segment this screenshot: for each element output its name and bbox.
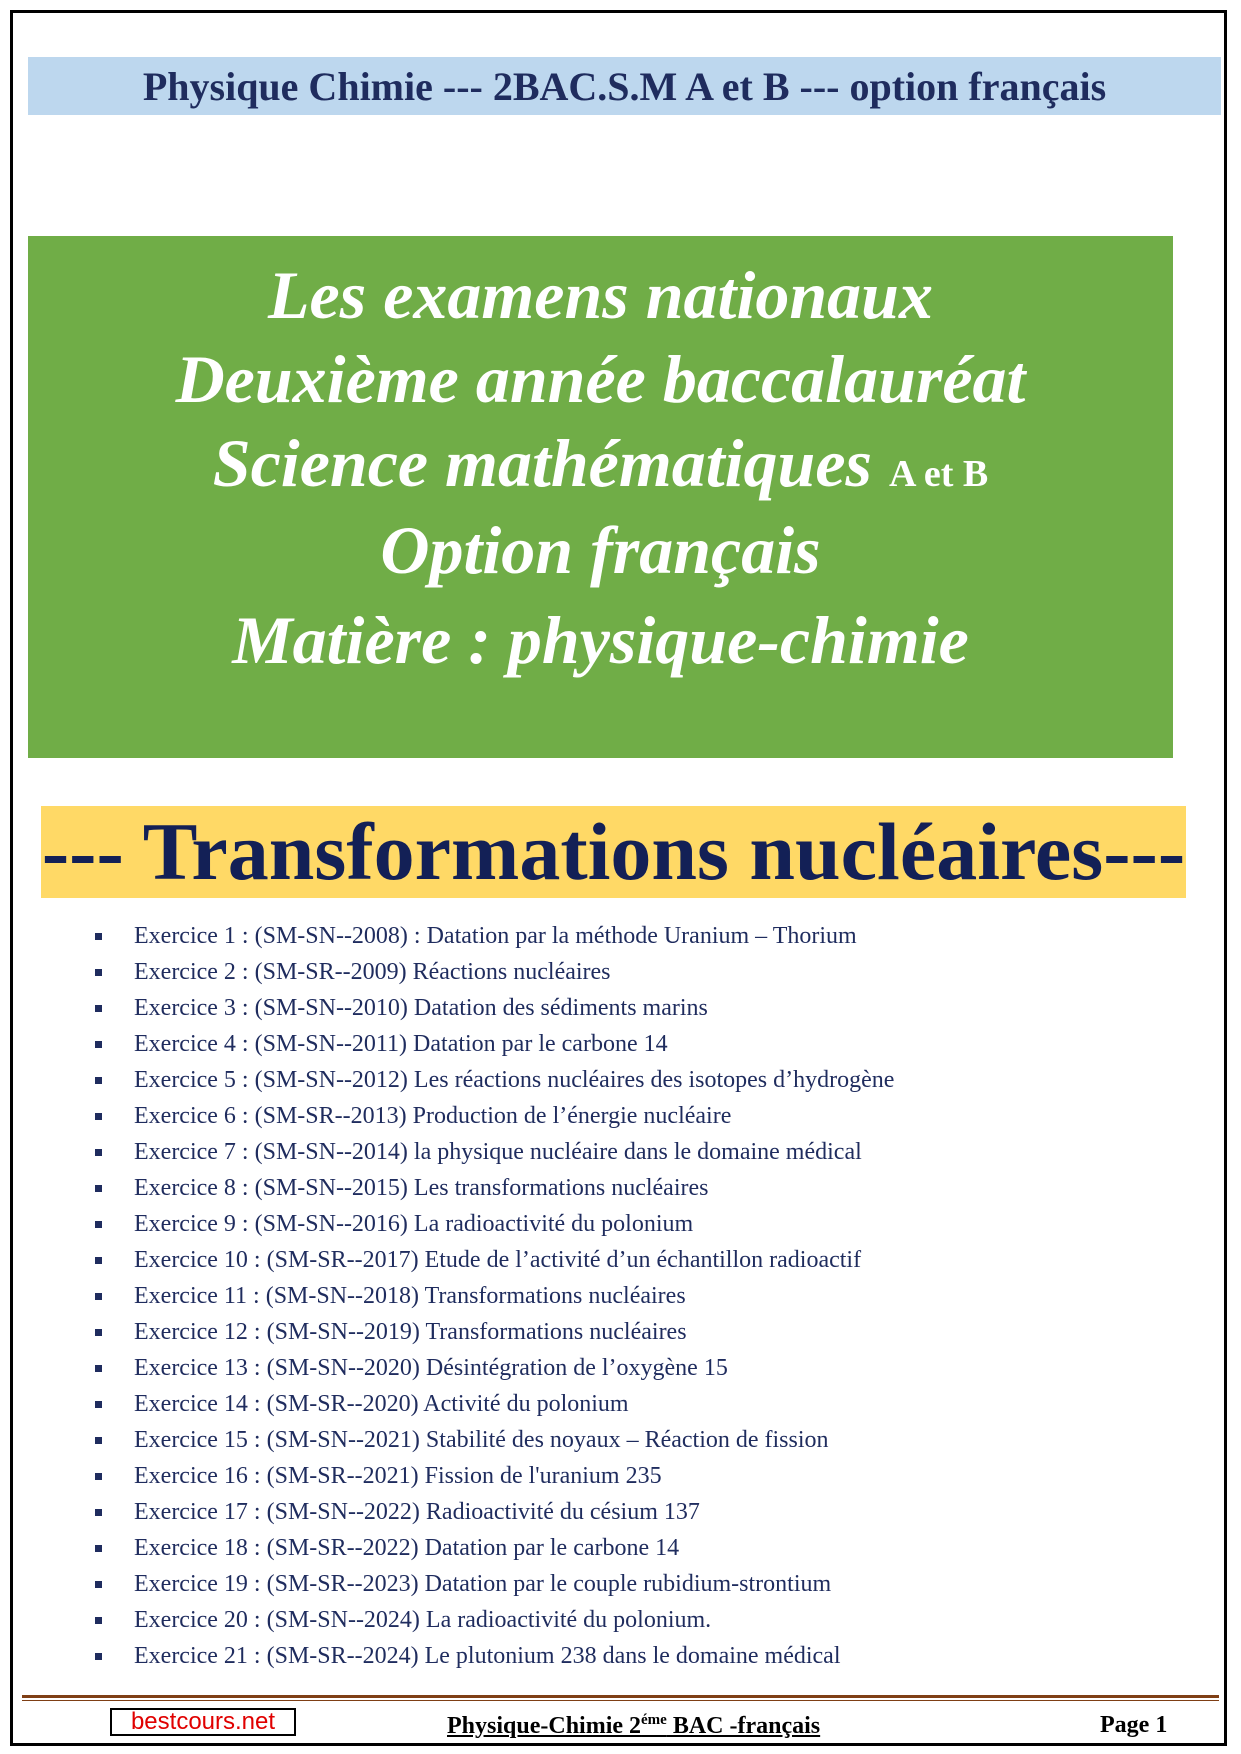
bullet-icon (95, 1473, 102, 1480)
list-item[interactable] (95, 1062, 894, 1098)
list-item[interactable] (95, 1386, 894, 1422)
bullet-icon (95, 1365, 102, 1372)
exercise-label: Exercice 14 : (SM-SR--2020) Activité du polonium (134, 1391, 629, 1417)
bullet-icon (95, 1293, 102, 1300)
list-item[interactable] (95, 1350, 894, 1386)
bullet-icon (95, 1005, 102, 1012)
title-line-3-suffix: A et B (888, 453, 989, 495)
exercise-label: Exercice 6 : (SM-SR--2013) Production de l’énergie nucléaire (134, 1103, 732, 1129)
exercise-label: Exercice 3 : (SM-SN--2010) Datation des sédiments marins (134, 995, 708, 1021)
exercise-label: Exercice 12 : (SM-SN--2019) Transformations nucléaires (134, 1319, 687, 1345)
title-line-3 (28, 425, 1173, 501)
list-item[interactable] (95, 1026, 894, 1062)
exercise-label: Exercice 8 : (SM-SN--2015) Les transformations nucléaires (134, 1175, 709, 1201)
list-item[interactable] (95, 990, 894, 1026)
footer-divider-thin (22, 1700, 1219, 1701)
bullet-icon (95, 1113, 102, 1120)
exercise-label: Exercice 15 : (SM-SN--2021) Stabilité des noyaux – Réaction de fission (134, 1427, 829, 1453)
list-item[interactable] (95, 1422, 894, 1458)
bullet-icon (95, 1581, 102, 1588)
bullet-icon (95, 1257, 102, 1264)
title-line-4: Option français (380, 512, 821, 588)
list-item[interactable] (95, 1098, 894, 1134)
list-item[interactable] (95, 1206, 894, 1242)
list-item[interactable] (95, 1242, 894, 1278)
list-item[interactable] (95, 1134, 894, 1170)
bullet-icon (95, 1653, 102, 1660)
bullet-icon (95, 1077, 102, 1084)
exercise-label: Exercice 19 : (SM-SR--2023) Datation par le couple rubidium-strontium (134, 1571, 832, 1597)
exercise-list (95, 918, 894, 1674)
footer-divider (22, 1695, 1219, 1698)
bullet-icon (95, 1185, 102, 1192)
title-line-2: Deuxième année baccalauréat (175, 341, 1026, 417)
exercise-label: Exercice 1 : (SM-SN--2008) : Datation par la méthode Uranium – Thorium (134, 923, 857, 949)
list-item[interactable] (95, 1566, 894, 1602)
bullet-icon (95, 1545, 102, 1552)
bullet-icon (95, 1437, 102, 1444)
footer-subject-suffix: BAC -français (666, 1713, 821, 1739)
exercise-label: Exercice 10 : (SM-SR--2017) Etude de l’activité d’un échantillon radioactif (134, 1247, 862, 1273)
list-item[interactable] (95, 1458, 894, 1494)
bullet-icon (95, 1509, 102, 1516)
exercise-label: Exercice 20 : (SM-SN--2024) La radioactivité du polonium. (134, 1607, 712, 1633)
list-item[interactable] (95, 918, 894, 954)
exercise-label: Exercice 7 : (SM-SN--2014) la physique nucléaire dans le domaine médical (134, 1139, 862, 1165)
bullet-icon (95, 1401, 102, 1408)
bullet-icon (95, 933, 102, 940)
exercise-label: Exercice 5 : (SM-SN--2012) Les réactions nucléaires des isotopes d’hydrogène (134, 1067, 895, 1093)
header-banner: Physique Chimie --- 2BAC.S.M A et B --- option français (28, 57, 1221, 115)
exercise-label: Exercice 21 : (SM-SR--2024) Le plutonium 238 dans le domaine médical (134, 1643, 841, 1669)
exercise-label: Exercice 11 : (SM-SN--2018) Transformations nucléaires (134, 1283, 686, 1309)
list-item[interactable] (95, 1494, 894, 1530)
list-item[interactable] (95, 1278, 894, 1314)
bullet-icon (95, 1221, 102, 1228)
bullet-icon (95, 1329, 102, 1336)
exercise-label: Exercice 2 : (SM-SR--2009) Réactions nucléaires (134, 959, 611, 985)
title-line-3-text: Science mathématiques (212, 425, 872, 501)
list-item[interactable] (95, 1170, 894, 1206)
exercise-label: Exercice 9 : (SM-SN--2016) La radioactivité du polonium (134, 1211, 694, 1237)
exercise-label: Exercice 13 : (SM-SN--2020) Désintégration de l’oxygène 15 (134, 1355, 728, 1381)
footer-subject (447, 1712, 820, 1740)
list-item[interactable] (95, 1638, 894, 1674)
page-number: Page 1 (1100, 1712, 1168, 1738)
site-link[interactable]: bestcours.net (110, 1708, 296, 1736)
list-item[interactable] (95, 1314, 894, 1350)
bullet-icon (95, 1617, 102, 1624)
chapter-title: --- Transformations nucléaires--- (41, 806, 1186, 897)
exercise-label: Exercice 16 : (SM-SR--2021) Fission de l'uranium 235 (134, 1463, 662, 1489)
bullet-icon (95, 1041, 102, 1048)
footer-subject-prefix: Physique-Chimie 2 (447, 1713, 642, 1739)
title-line-5: Matière : physique-chimie (232, 602, 969, 678)
title-line-1: Les examens nationaux (268, 257, 933, 333)
title-block (28, 236, 1173, 758)
exercise-label: Exercice 4 : (SM-SN--2011) Datation par le carbone 14 (134, 1031, 668, 1057)
exercise-label: Exercice 18 : (SM-SR--2022) Datation par le carbone 14 (134, 1535, 680, 1561)
list-item[interactable] (95, 954, 894, 990)
exercise-label: Exercice 17 : (SM-SN--2022) Radioactivité du césium 137 (134, 1499, 700, 1525)
list-item[interactable] (95, 1602, 894, 1638)
bullet-icon (95, 1149, 102, 1156)
footer-subject-sup: éme (641, 1712, 667, 1728)
list-item[interactable] (95, 1530, 894, 1566)
bullet-icon (95, 969, 102, 976)
